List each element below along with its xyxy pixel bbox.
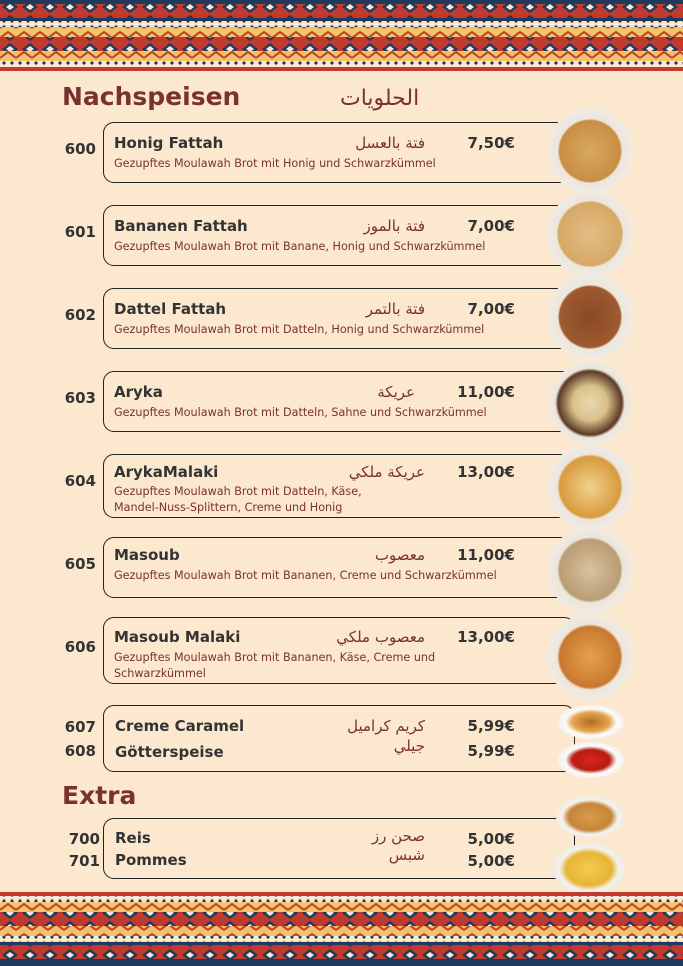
item-description: Gezupftes Moulawah Brot mit Datteln, Honig und Schwarzkümmel [114, 323, 485, 336]
item-name: ArykaMalaki [114, 463, 219, 481]
item-price: 5,99€ [467, 717, 515, 735]
item-description: Gezupftes Moulawah Brot mit Honig und Schwarzkümmel [114, 157, 436, 170]
dish-photo [547, 614, 633, 700]
item-price: 5,00€ [467, 830, 515, 848]
item-price: 7,50€ [467, 134, 515, 152]
section-title-desserts: Nachspeisen [62, 82, 241, 111]
item-name: Honig Fattah [114, 134, 224, 152]
item-price: 13,00€ [457, 628, 515, 646]
item-name-arabic: جيلي [393, 737, 425, 755]
item-description-line-2: Mandel-Nuss-Splittern, Creme und Honig [114, 501, 343, 514]
item-name-arabic: كريم كراميل [347, 717, 425, 735]
item-name-arabic: عريكة [377, 383, 415, 401]
dish-photo [547, 274, 633, 360]
dish-photo [547, 444, 633, 530]
item-price: 13,00€ [457, 463, 515, 481]
item-name-arabic: عريكة ملكي [348, 463, 425, 481]
item-number: 607 [64, 718, 96, 736]
item-card [103, 205, 575, 266]
item-card [103, 122, 575, 183]
dish-photo [558, 705, 624, 739]
dish-photo [558, 742, 624, 778]
item-number: 600 [64, 140, 96, 158]
item-name-arabic: فتة بالتمر [365, 300, 425, 318]
item-name: Masoub Malaki [114, 628, 241, 646]
dish-photo [553, 843, 625, 895]
item-description: Gezupftes Moulawah Brot mit Datteln, Sahne und Schwarzkümmel [114, 406, 487, 419]
item-number: 605 [64, 555, 96, 573]
item-price: 11,00€ [457, 383, 515, 401]
dish-photo [547, 191, 633, 277]
item-name-arabic: صحن رز [371, 827, 425, 845]
item-name: Creme Caramel [115, 717, 245, 735]
item-card [103, 288, 575, 349]
item-description: Gezupftes Moulawah Brot mit Bananen, Creme und Schwarzkümmel [114, 569, 497, 582]
section-title-desserts-arabic: الحلويات [340, 86, 420, 111]
item-description-line-2: Schwarzkümmel [114, 667, 206, 680]
item-description-line-1: Gezupftes Moulawah Brot mit Datteln, Käse, [114, 485, 362, 498]
item-name-arabic: شبس [388, 846, 425, 864]
item-name-arabic: فتة بالموز [363, 217, 425, 235]
item-name: Bananen Fattah [114, 217, 248, 235]
item-number: 602 [64, 306, 96, 324]
item-name-arabic: معصوب [374, 546, 425, 564]
item-number: 608 [64, 742, 96, 760]
item-name: Aryka [114, 383, 163, 401]
dish-photo [547, 108, 633, 194]
item-card [103, 371, 575, 432]
item-price: 5,99€ [467, 742, 515, 760]
item-price: 11,00€ [457, 546, 515, 564]
dish-photo [547, 527, 633, 613]
item-number: 601 [64, 223, 96, 241]
section-title-extra: Extra [62, 781, 137, 810]
item-number: 700 [68, 830, 100, 848]
item-number: 606 [64, 638, 96, 656]
item-number: 604 [64, 472, 96, 490]
item-price: 7,00€ [467, 300, 515, 318]
item-number: 603 [64, 389, 96, 407]
item-number: 701 [68, 852, 100, 870]
item-name-arabic: معصوب ملكي [336, 628, 425, 646]
item-name: Reis [115, 829, 151, 847]
dish-photo [556, 796, 624, 838]
bottom-pattern-border [0, 892, 683, 966]
item-description-line-1: Gezupftes Moulawah Brot mit Bananen, Käse, Creme und [114, 651, 436, 664]
item-description: Gezupftes Moulawah Brot mit Banane, Honig und Schwarzkümmel [114, 240, 486, 253]
item-name: Masoub [114, 546, 180, 564]
item-price: 7,00€ [467, 217, 515, 235]
item-name: Dattel Fattah [114, 300, 227, 318]
item-name: Götterspeise [115, 743, 224, 761]
item-name-arabic: فتة بالعسل [355, 134, 425, 152]
dish-photo [549, 362, 631, 444]
top-pattern-border [0, 0, 683, 74]
item-price: 5,00€ [467, 852, 515, 870]
item-name: Pommes [115, 851, 187, 869]
